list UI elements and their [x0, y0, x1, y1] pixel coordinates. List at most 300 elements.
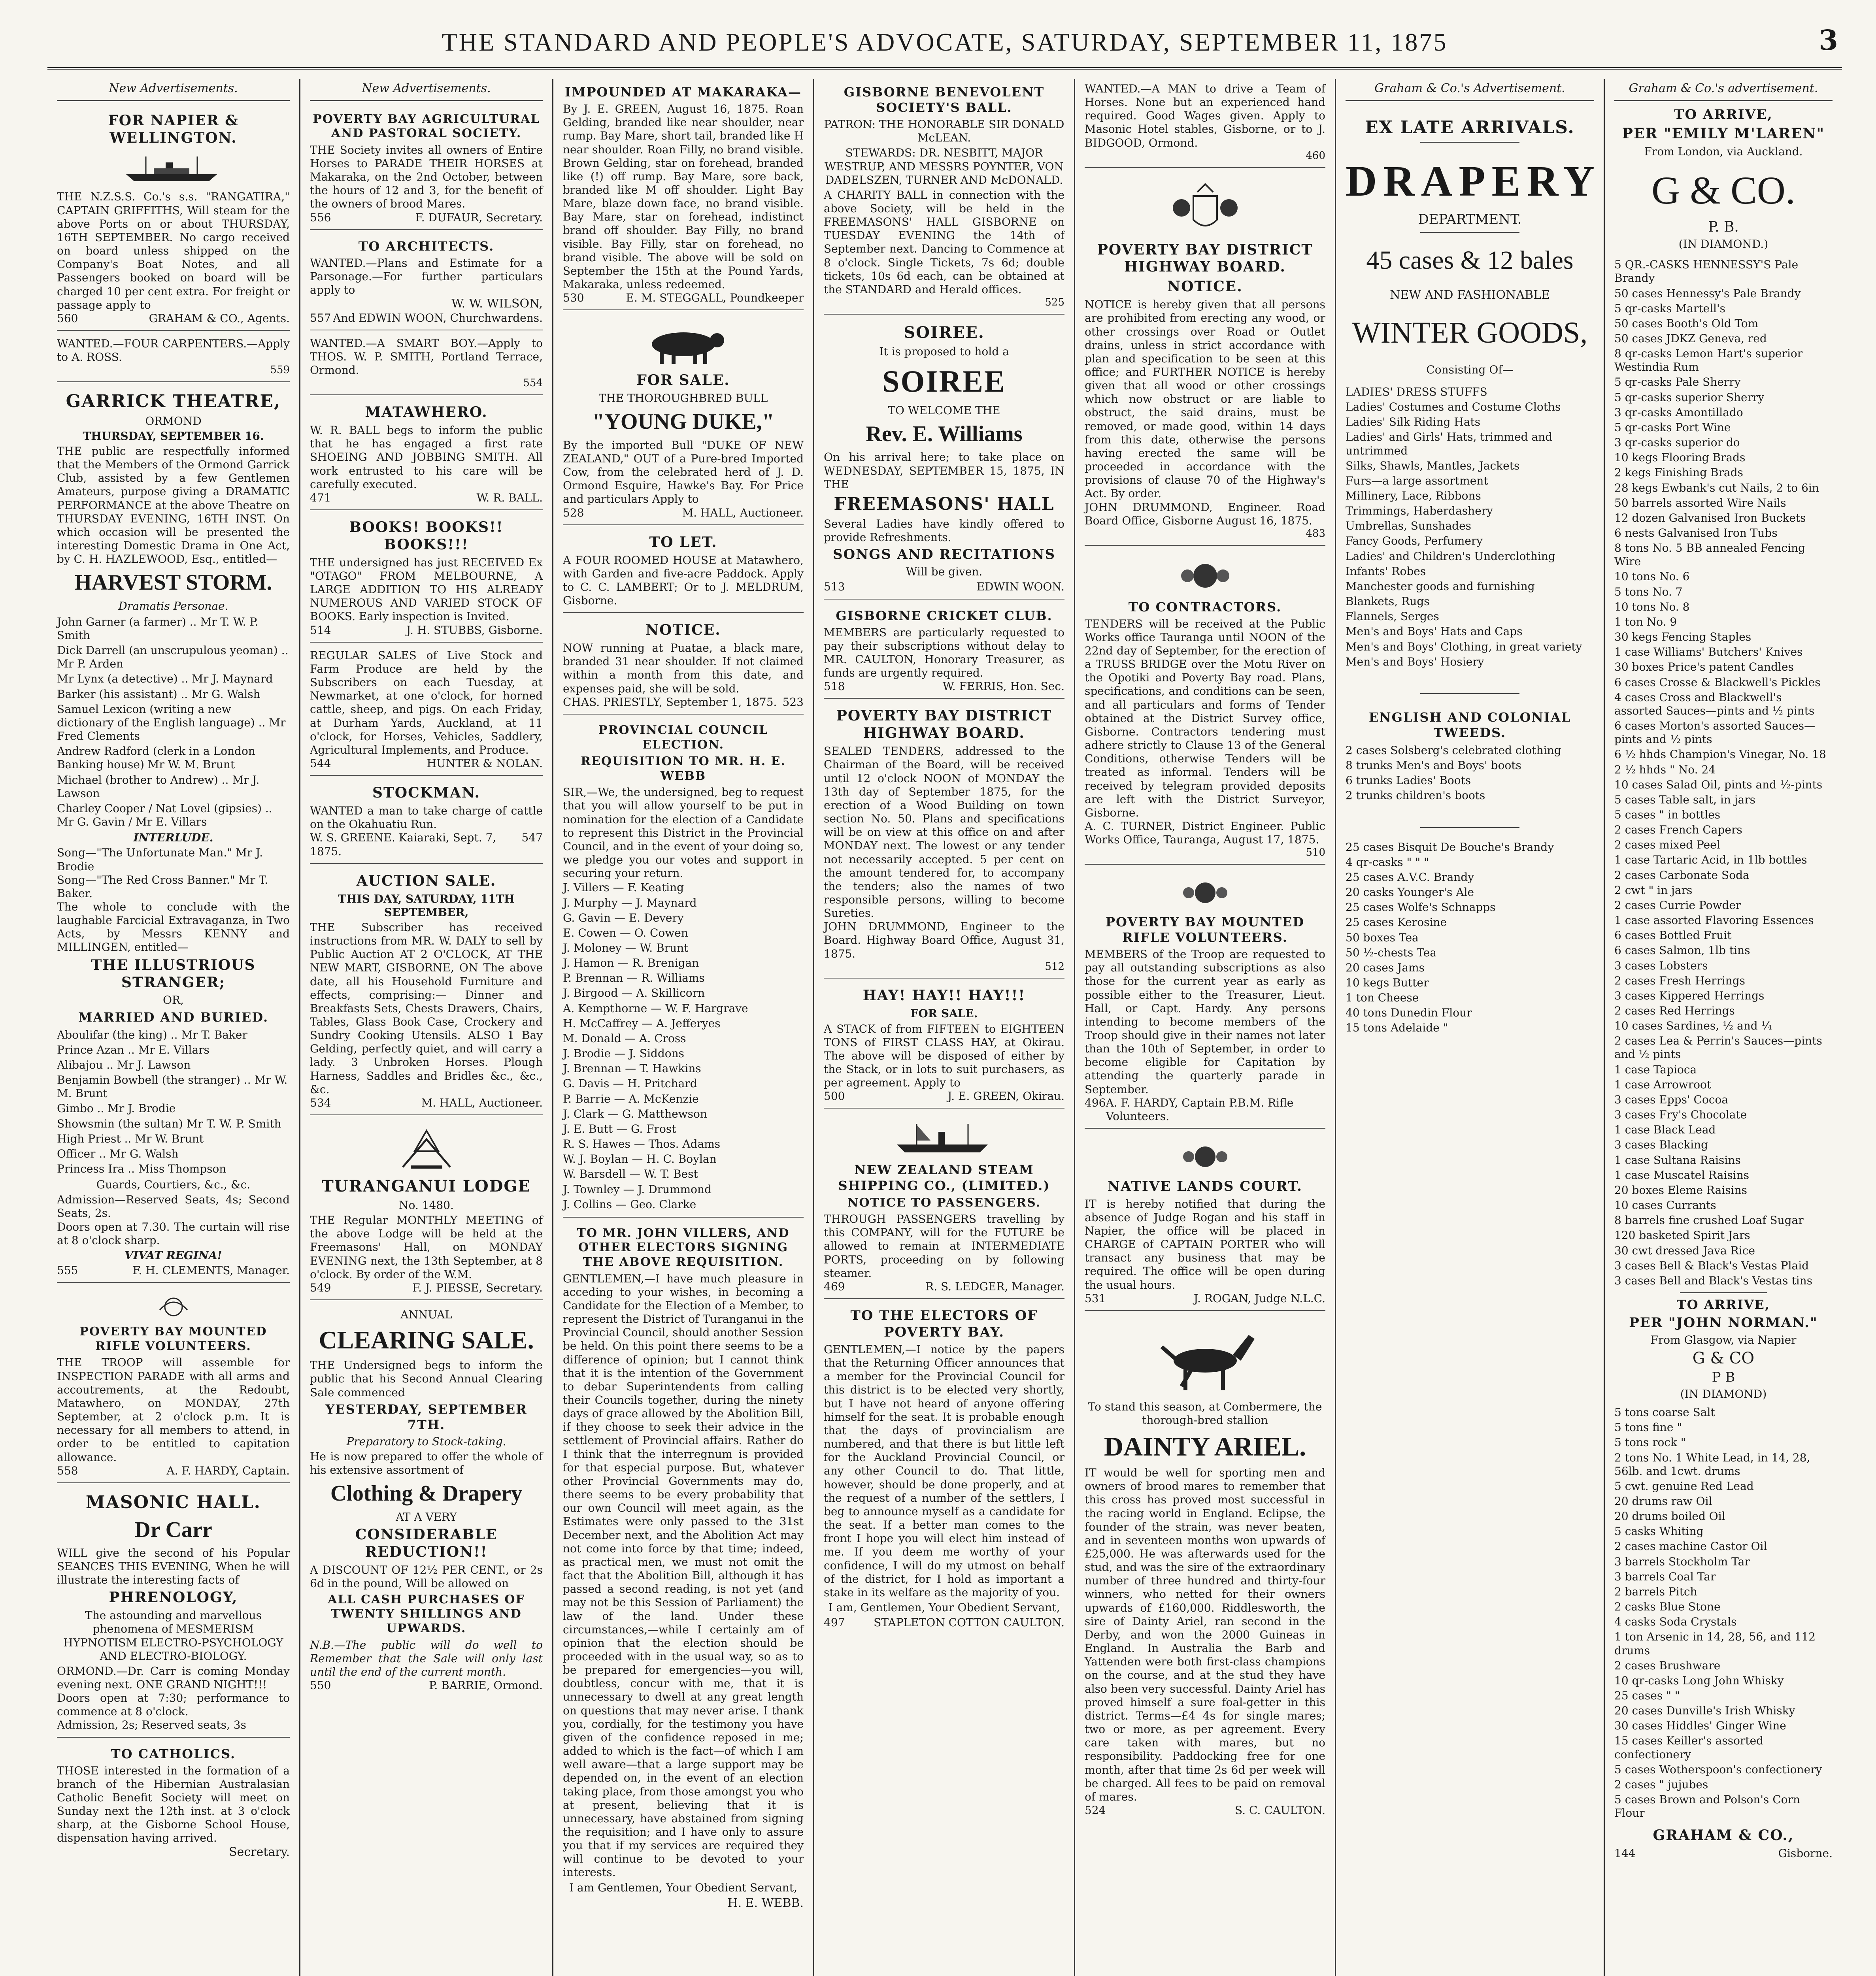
ad-number: 555	[57, 1264, 78, 1277]
department-text: DEPARTMENT.	[1418, 211, 1522, 228]
cases-bales-text: 45 cases & 12 bales	[1366, 245, 1574, 275]
bull-icon	[563, 321, 804, 368]
ad-heading: TO CATHOLICS.	[111, 1746, 236, 1761]
ad-turanganui-lodge	[310, 1118, 543, 1300]
ad-body: GENTLEMEN,—I notice by the papers that the Returning Officer announces that a member for the Provincial Council for this district is to be elected very shortly, but I have not heard of anyone offering himself for the seat. It is probable enough that the days of provincialism are numbered, and that there is but little left for the Auckland Provincial Council, or any other Council to do. That little, however, should be done properly, and at the request of a number of the settlers, I beg to announce myself as a candidate for the seat. If a better man comes to the front I hope you will elect him instead of me. If you deem me worthy of your confidence, I will do my utmost on behalf of the district, for I hold as important a stake in its welfare as the majority of you.	[824, 1343, 1064, 1599]
ad-highway-notice	[1085, 171, 1325, 546]
ad-clearing-sale	[310, 1303, 543, 1697]
goods-item: 10 cases Sardines, ½ and ¼	[1614, 1019, 1772, 1033]
signer-row: J. Birgood — A. Skillicorn	[563, 986, 705, 1000]
clothing-title: Clothing & Drapery	[330, 1481, 523, 1506]
grocery-item: 20 casks Younger's Ale	[1346, 886, 1474, 899]
goods-item: 5 tons coarse Salt	[1614, 1406, 1715, 1419]
ad-signature: A. F. HARDY, Captain P.B.M. Rifle Volunteers.	[1106, 1096, 1294, 1123]
ad-body: GENTLEMEN,—I have much pleasure in acceding to your wishes, in becoming a Candidate for the Election of a Member, to represent the District of Turanganui in the Provincial Council, should another Session be held. On this point there seems to be a difference of opinion; but I cannot think that it is the intention of the Government to debar Superintendents from calling their Councils together, during the ninety days of grace allowed by the Abolition Bill, if they choose to seek their advice in the settlement of Provincial affairs. Rather do I think that the interregnum is provided for that especial purpose. But, whatever other Provincial Governments may do, there seems to be every probability that our own Council will meet again, as the Estimates were only passed to the 31st December next, and the Abolition Act may not come into force by that time; indeed, as practical men, we must not omit the fact that the Abolition Bill, although it has passed a second reading, is not yet (and may not be this Session of Parliament) the law of the land. Under these circumstances,—while I certainly am of opinion that the election should be proceeded with in the usual way, so as to be prepared for emergencies—you will, doubtless, concur with me, that it is unnecessary to dwell at any great length on questions that may never arise. I thank you, cordially, for the testimony you have given of the confidence reposed in me; added to which is the fact—of which I am well aware—that a large support may be depended on, in the event of an election taking place, from those amongst you who at present, believing that it is unnecessary, have abstained from signing the requisition; and I have only to assure you that if my services are required they will continue to be devoted to your interests.	[563, 1272, 804, 1879]
ad-heading: POVERTY BAY MOUNTED RIFLE VOLUNTEERS.	[1105, 914, 1305, 945]
cast-item: Aboulifar (the king) .. Mr T. Baker	[57, 1028, 247, 1041]
ad-heading: HAY! HAY!! HAY!!!	[863, 987, 1026, 1004]
ad-number: 558	[57, 1464, 78, 1477]
ad-body: THE Subscriber has received instructions from MR. W. DALY to sell by Public Auction AT 2 O'CLOCK, AT THE NEW MART, GISBORNE, ON The above date, all his Household Furniture and effects, comprising:— Dinner and Breakfasts Sets, Chests Drawers, Chairs, Tables, Glass Book Case, Crockery and Sundry Cooking Utensils. ALSO 1 Bay Gelding, perfectly quiet, and will carry a lady. 3 Unbroken Horses. Plough Harness, Saddles and Bridles &c., &c., &c.	[310, 920, 543, 1096]
ad-number: 557	[310, 311, 331, 324]
masthead-title: THE STANDARD AND PEOPLE'S ADVOCATE, SATURDAY, SEPTEMBER 11, 1875	[442, 28, 1448, 56]
ad-close: I am, Gentlemen, Your Obedient Servant,	[828, 1601, 1060, 1614]
soiree-title: SOIREE	[882, 364, 1006, 398]
goods-item: 3 cases Bell and Black's Vestas tins	[1614, 1274, 1813, 1287]
ad-body: THOSE interested in the formation of a branch of the Hibernian Australasian Catholic Benefit Society will meet on Sunday next the 12th inst. at 3 o'clock sharp, at the Gisborne School House, dispensation having arrived.	[57, 1764, 290, 1845]
goods-item: 1 case assorted Flavoring Essences	[1614, 914, 1814, 927]
signer-row: J. Villers — F. Keating	[563, 881, 684, 894]
ad-close: I am Gentlemen, Your Obedient Servant,	[569, 1881, 797, 1894]
drapery-item: Men's and Boys' Clothing, in great variety	[1346, 640, 1582, 653]
ad-body: WILL give the second of his Popular SEANCES THIS EVENING, When he will illustrate the interesting facts of	[57, 1546, 290, 1587]
ad-heading: SOIREE.	[904, 323, 985, 342]
goods-item: 5 tons rock "	[1614, 1436, 1686, 1449]
goods-item: 2 cases mixed Peel	[1614, 838, 1720, 852]
cast-item: Dick Darrell (an unscrupulous yeoman) .. Mr P. Arden	[57, 644, 289, 671]
carr-doors: Doors open at 7:30; performance to commence at 8 o'clock.	[57, 1691, 290, 1718]
goods-item: 3 cases Kippered Herrings	[1614, 989, 1765, 1002]
goods-item: 5 cases Wotherspoon's confectionery	[1614, 1763, 1822, 1776]
goods-item: 15 cases Keiller's assorted confectionery	[1614, 1734, 1764, 1761]
arrivals-heading: EX LATE ARRIVALS.	[1365, 117, 1575, 138]
ad-body: THE undersigned has just RECEIVED Ex "OTAGO" FROM MELBOURNE, A LARGE ADDITION TO HIS ALREADY NUMEROUS AND VARIED STOCK OF BOOKS. Early inspection is Invited.	[310, 556, 543, 623]
ad-heading: STOCKMAN.	[372, 784, 480, 801]
drapery-title: DRAPERY	[1346, 157, 1601, 206]
ad-rifle-subscriptions	[1085, 868, 1325, 1129]
column-6	[1336, 79, 1605, 1976]
signer-row: J. Brodie — J. Siddons	[563, 1047, 685, 1060]
ad-heading: TURANGANUI LODGE	[321, 1177, 531, 1196]
goods-item: 1 case Arrowroot	[1614, 1078, 1712, 1091]
goods-item: 10 tons No. 8	[1614, 600, 1690, 613]
tweed-item: 6 trunks Ladies' Boots	[1346, 774, 1471, 787]
ad-heading: MATAWHERO.	[365, 404, 488, 421]
given-text: Will be given.	[906, 565, 983, 579]
ad-heading: NATIVE LANDS COURT.	[1108, 1178, 1302, 1195]
ad-number: 497	[824, 1616, 845, 1629]
ad-signature: W. W. WILSON,	[451, 297, 543, 311]
freemasons-text: FREEMASONS' HALL	[834, 494, 1055, 514]
ad-signature: HUNTER & NOLAN.	[427, 757, 543, 770]
crest-icon	[1085, 875, 1325, 911]
goods-item: 50 barrels assorted Wire Nails	[1614, 496, 1786, 509]
fashionable-text: NEW AND FASHIONABLE	[1390, 288, 1550, 302]
masonic-emblem-icon	[310, 1126, 543, 1173]
auction-day: THIS DAY, SATURDAY, 11TH SEPTEMBER,	[338, 892, 515, 919]
notice-heading: NOTICE.	[1167, 278, 1243, 295]
signers-list	[563, 880, 804, 1212]
goods-item: 10 cases Salad Oil, pints and ½-pints	[1614, 778, 1823, 791]
cast-item: Officer .. Mr G. Walsh	[57, 1147, 179, 1160]
tweed-item: 2 trunks children's boots	[1346, 789, 1485, 802]
winter-goods-title: WINTER GOODS,	[1352, 316, 1588, 350]
ad-body: THE Undersigned begs to inform the public that his Second Annual Clearing Sale commenced	[310, 1359, 543, 1399]
goods-item: 20 cases Dunville's Irish Whisky	[1614, 1704, 1795, 1718]
goods-item: 1 ton No. 9	[1614, 615, 1677, 628]
goods-item: 2 cases Carbonate Soda	[1614, 868, 1750, 882]
ad-signature: JOHN DRUMMOND, Engineer. Road Board Office, Gisborne August 16, 1875.	[1085, 500, 1325, 527]
ship-name: PER "JOHN NORMAN."	[1629, 1315, 1818, 1331]
goods-item: 3 barrels Coal Tar	[1614, 1570, 1716, 1583]
goods-item: 20 drums raw Oil	[1614, 1494, 1712, 1508]
ad-team-driver	[1085, 79, 1325, 168]
goods-item: 6 cases Crosse & Blackwell's Pickles	[1614, 675, 1821, 689]
ad-body: NOTICE is hereby given that all persons are prohibited from erecting any wood, or other crossings over Road or Outlet drains, unless in strict accordance with plan and specification to be seen at this office; and FURTHER NOTICE is hereby given that all wood or other crossings which now obstruct or are liable to obstruct, the said drains, must be removed, or made good, within 14 days from this date, otherwise the persons having erected the same will be proceeded in accordance with the provisions of clause 70 of the Highway's Act. By order.	[1085, 298, 1325, 500]
ad-number: 531	[1085, 1292, 1106, 1305]
ad-body: THE Society invites all owners of Entire Horses to PARADE THEIR HORSES at Makaraka, on the 2nd October, between the hours of 12 and 3, for the benefit of the owners of brood Mares.	[310, 143, 543, 211]
tweeds-heading: ENGLISH AND COLONIAL TWEEDS.	[1368, 709, 1571, 740]
signer-row: G. Davis — H. Pritchard	[563, 1077, 697, 1090]
arrive-heading: TO ARRIVE,	[1674, 106, 1773, 123]
goods-item: 25 cases " "	[1614, 1689, 1680, 1703]
ad-native-lands-court	[1085, 1132, 1325, 1311]
grocery-item: 15 tons Adelaide "	[1346, 1021, 1448, 1035]
prepared-text: He is now prepared to offer the whole of his extensive assortment of	[310, 1450, 543, 1477]
goods-item: 2 cases " jujubes	[1614, 1778, 1708, 1791]
ad-heading: PROVINCIAL COUNCIL ELECTION.	[598, 723, 768, 752]
ad-electors	[824, 1302, 1064, 1634]
consisting-text: Consisting Of—	[1426, 363, 1514, 376]
ad-heading: IMPOUNDED AT MAKARAKA—	[565, 85, 802, 100]
grocery-item: 50 boxes Tea	[1346, 931, 1419, 944]
ad-number: 550	[310, 1679, 331, 1692]
ad-number: 460	[1306, 149, 1325, 162]
ad-body: WANTED.—FOUR CARPENTERS.—Apply to A. ROSS.	[57, 337, 290, 364]
proposed-text: It is proposed to hold a	[879, 345, 1009, 358]
ad-catholics	[57, 1741, 290, 1865]
ad-body: THE public are respectfully informed that the Members of the Ormond Garrick Club, assisted by a few Gentlemen Amateurs, purpose giving a DRAMATIC PERFORMANCE at the above Theatre on THURSDAY EVENING, 16TH INST. On which occasion will be presented the interesting Domestic Drama in One Act, by C. H. HAZLEWOOD, Esq., entitled—	[57, 444, 290, 566]
divider	[1420, 232, 1520, 233]
ad-number: 514	[310, 623, 331, 637]
play-title: HARVEST STORM.	[74, 570, 272, 595]
diamond-text: (IN DIAMOND)	[1680, 1387, 1767, 1401]
ad-signature: H. E. WEBB.	[727, 1896, 804, 1910]
cast-list	[57, 615, 290, 830]
requisition-heading: REQUISITION TO MR. H. E. WEBB	[581, 754, 786, 783]
goods-item: 8 barrels fine crushed Loaf Sugar	[1614, 1214, 1804, 1227]
ad-benevolent-ball	[824, 79, 1064, 315]
ad-bull-for-sale	[563, 313, 804, 525]
ad-heading: NOTICE.	[645, 622, 721, 639]
goods-item: 5 cases Brown and Polson's Corn Flour	[1614, 1793, 1801, 1820]
ad-signature: GRAHAM & CO., Agents.	[149, 311, 290, 325]
cash-text: ALL CASH PURCHASES OF TWENTY SHILLINGS AND UPWARDS.	[328, 1592, 525, 1635]
ad-body: On his arrival here; to take place on WEDNESDAY, SEPTEMBER 15, 1875, IN THE	[824, 451, 1064, 491]
goods-item: 6 cases Morton's assorted Sauces—pints and ½ pints	[1614, 719, 1816, 746]
goods-item: 2 cwt " in jars	[1614, 883, 1693, 897]
ad-body: The whole to conclude with the laughable Farcicial Extravaganza, in Two Acts, by Messrs KENNY and MILLINGEN, entitled—	[57, 900, 290, 954]
column-heading: Graham & Co.'s advertisement.	[1614, 79, 1833, 101]
goods-item: 1 case Tapioca	[1614, 1063, 1697, 1076]
goods-item: 10 tons No. 6	[1614, 570, 1690, 583]
cast-item: Prince Azan .. Mr E. Villars	[57, 1043, 209, 1056]
ad-signature: CHAS. PRIESTLY, September 1, 1875.	[563, 695, 777, 709]
goods-item: 10 qr-casks Long John Whisky	[1614, 1674, 1784, 1687]
goods-item: 3 cases Fry's Chocolate	[1614, 1108, 1747, 1122]
column-4	[814, 79, 1075, 1976]
drapery-item: Blankets, Rugs	[1346, 595, 1430, 608]
ad-dainty-ariel	[1085, 1314, 1325, 1822]
goods-item: 5 qr-casks Pale Sherry	[1614, 375, 1741, 389]
ad-body: IT is hereby notified that during the absence of Judge Rogan and his staff in Napier, the office will be placed in CHARGE of CAPTAIN PORTER who will transact any business that may be required. The office will be open during the usual hours.	[1085, 1197, 1325, 1292]
goods-item: 50 cases Hennessy's Pale Brandy	[1614, 287, 1801, 300]
ad-body: MEMBERS are particularly requested to pay their subscriptions without delay to MR. CAULTON, Honorary Treasurer, as funds are urgently required.	[824, 626, 1064, 680]
goods-item: 3 cases Bell & Black's Vestas Plaid	[1614, 1259, 1809, 1272]
goods-item: 20 drums boiled Oil	[1614, 1510, 1725, 1523]
crest-icon	[1085, 1139, 1325, 1175]
goods-item: 2 kegs Finishing Brads	[1614, 466, 1743, 479]
ad-body: IT would be well for sporting men and owners of brood mares to remember that this cross has proved most successful in the racing world in England. Eclipse, the founder of the strain, was never beaten, and in seventeen months won upwards of £25,000. He was afterwards used for the stud, and was the sire of the extraordinary number of three hundred and thirty-four winners, who netted for their owners upwards of £160,000. Riddlesworth, the sire of Dainty Ariel, ran second in the Derby, and won the 2000 Guineas in England. In Australia the Barb and Yattenden were both first-class champions on the course, and at the stud they have also been very successful. Dainty Ariel has proved himself a sure foal-getter in this district. Terms—£4 4s for single mares; two or more, as per agreement. Every care taken with mares, but no responsibility. Paddocking free for one month, after that time 2s 6d per week will be charged. All fees to be paid on removal of mares.	[1085, 1466, 1325, 1803]
cast-item: Barker (his assistant) .. Mr G. Walsh	[57, 687, 260, 701]
goods-item: 120 basketed Spirit Jars	[1614, 1229, 1750, 1242]
ad-number: 469	[824, 1280, 845, 1293]
goods-item: 8 tons No. 5 BB annealed Fencing Wire	[1614, 541, 1806, 568]
mesmerism-text: The astounding and marvellous phenomena of MESMERISM HYPNOTISM ELECTRO-PSYCHOLOGY AND ELECTRO-BIOLOGY.	[63, 1609, 283, 1663]
ad-number: 496	[1085, 1096, 1106, 1109]
drapery-item: Men's and Boys' Hats and Caps	[1346, 625, 1523, 638]
ad-number: 524	[1085, 1803, 1106, 1817]
cast-item: Showsmin (the sultan) Mr T. W. P. Smith	[57, 1117, 281, 1130]
goods-item: 2 cases Fresh Herrings	[1614, 974, 1746, 987]
ad-signature: And EDWIN WOON, Churchwardens.	[333, 311, 543, 324]
signer-row: P. Barrie — A. McKenzie	[563, 1092, 699, 1105]
ad-signature: F. J. PIESSE, Secretary.	[412, 1281, 543, 1294]
goods-item: 5 qr-casks superior Sherry	[1614, 390, 1765, 404]
drapery-item: Fancy Goods, Perfumery	[1346, 534, 1483, 548]
ad-napier-wellington	[57, 107, 290, 331]
diamond-text: (IN DIAMOND.)	[1678, 238, 1768, 251]
ad-reply-villers	[563, 1221, 804, 1916]
brand-pb: P B	[1712, 1369, 1735, 1386]
signer-row: J. Clark — G. Matthewson	[563, 1107, 707, 1120]
drapery-item: Furs—a large assortment	[1346, 474, 1488, 487]
goods-item: 1 ton Arsenic in 14, 28, 56, and 112 drums	[1614, 1630, 1816, 1657]
ad-signature: J. H. STUBBS, Gisborne.	[406, 623, 543, 637]
ad-heading: GISBORNE CRICKET CLUB.	[836, 608, 1053, 623]
signer-row: H. McCaffrey — A. Jefferyes	[563, 1016, 721, 1030]
ad-body: THE N.Z.S.S. Co.'s s.s. "RANGATIRA," CAPTAIN GRIFFITHS, Will steam for the above Ports on or about THURSDAY, 16TH SEPTEMBER. No cargo received on board unless shipped on the Company's Boat Notes, and all Passengers booked on board will be charged 10 per cent extra. For freight or passage apply to	[57, 190, 290, 311]
ad-garrick-theatre	[57, 385, 290, 1283]
drapery-item: Men's and Boys' Hosiery	[1346, 655, 1484, 668]
grocery-item: 40 tons Dunedin Flour	[1346, 1006, 1472, 1020]
ad-number: 523	[782, 695, 804, 709]
ad-heading: TO LET.	[649, 534, 717, 551]
ad-heading: POVERTY BAY MOUNTED RIFLE VOLUNTEERS.	[79, 1325, 267, 1353]
drapery-item: Silks, Shawls, Mantles, Jackets	[1346, 459, 1520, 472]
grocery-item: 50 ½-chests Tea	[1346, 946, 1437, 959]
ad-auction-sale	[310, 867, 543, 1115]
horse-icon	[1085, 1321, 1325, 1396]
columns	[47, 79, 1842, 1976]
ad-number: 544	[310, 757, 331, 770]
ad-heading: TO MR. JOHN VILLERS, AND OTHER ELECTORS SIGNING THE ABOVE REQUISITION.	[577, 1226, 790, 1269]
cast-item: Andrew Radford (clerk in a London Banking house) Mr W. M. Brunt	[57, 745, 255, 771]
ad-smart-boy	[310, 334, 543, 395]
ad-body: TENDERS will be received at the Public Works office Tauranga until NOON of the 22nd day of September, for the erection of a TRUSS BRIDGE over the Motu River on the Opotiki and Poverty Bay road. Plans, specifications, and conditions can be seen, and all particulars and forms of Tender obtained at the District Survey office, Gisborne. Contractors tendering must adhere strictly to Clause 13 of the General Conditions, otherwise Tenders will be treated as informal. Tenders will be received by telegram provided deposits are left with the District Surveyor, Gisborne.	[1085, 617, 1325, 819]
williams-title: Rev. E. Williams	[866, 422, 1023, 447]
drapery-item: Ladies' and Children's Underclothing	[1346, 549, 1555, 563]
ad-signature: A. F. HARDY, Captain.	[166, 1464, 290, 1477]
signer-row: J. Brennan — T. Hawkins	[563, 1062, 701, 1075]
crest-icon	[57, 1293, 290, 1321]
goods-item: 5 casks Whiting	[1614, 1525, 1704, 1538]
goods-item: 28 kegs Ewbank's cut Nails, 2 to 6in	[1614, 481, 1819, 494]
ad-signature: S. C. CAULTON.	[1234, 1803, 1325, 1817]
song-item: Song—"The Unfortunate Man." Mr J. Brodie	[57, 846, 263, 873]
ad-subheading: ORMOND	[145, 414, 202, 428]
ad-signature: JOHN DRUMMOND, Engineer to the Board. Highway Board Office, August 31, 1875.	[824, 920, 1064, 960]
hay-sale: FOR SALE.	[910, 1007, 978, 1020]
ad-number: 547	[521, 831, 543, 845]
ad-stockman	[310, 779, 543, 864]
goods-item: 3 qr-casks Amontillado	[1614, 405, 1743, 419]
ad-highway-board-tenders	[824, 702, 1064, 979]
drapery-item: Umbrellas, Sunshades	[1346, 519, 1472, 533]
drapery-item: Ladies' Silk Riding Hats	[1346, 415, 1481, 429]
stewards-text: STEWARDS: DR. NESBITT, MAJOR WESTRUP, AND MESSRS POYNTER, VON DADELSZEN, TURNER AND McDONALD.	[825, 146, 1064, 187]
ad-signature: J. E. GREEN, Okirau.	[947, 1090, 1064, 1103]
drapery-item: Ladies' Costumes and Costume Cloths	[1346, 400, 1561, 414]
grocery-item: 20 cases Jams	[1346, 961, 1425, 974]
signer-row: E. Cowen — O. Cowen	[563, 926, 688, 939]
goods-item: 5 cases " in bottles	[1614, 808, 1721, 821]
goods-item: 30 cwt dressed Java Rice	[1614, 1244, 1755, 1257]
passengers-heading: NOTICE TO PASSENGERS.	[847, 1195, 1041, 1210]
ad-heading: AUCTION SALE.	[356, 872, 496, 889]
signer-row: J. Moloney — W. Brunt	[563, 941, 689, 954]
ad-number: 510	[1306, 847, 1325, 859]
goods-item: 2 barrels Pitch	[1614, 1585, 1697, 1598]
grocery-item: 1 ton Cheese	[1346, 991, 1419, 1005]
ad-signature: M. HALL, Auctioneer.	[682, 506, 804, 519]
goods-list-1	[1614, 257, 1833, 1288]
signer-row: P. Brennan — R. Williams	[563, 971, 705, 985]
ad-hay	[824, 982, 1064, 1109]
ad-signature: A. C. TURNER, District Engineer. Public Works Office, Tauranga, August 17, 1875.	[1085, 819, 1325, 847]
ariel-title: DAINTY ARIEL.	[1104, 1431, 1306, 1462]
phrenology-heading: PHRENOLOGY,	[109, 1589, 238, 1606]
signer-row: J. Murphy — J. Maynard	[563, 896, 697, 909]
arrive-heading: TO ARRIVE,	[1676, 1297, 1770, 1312]
steamship-icon	[824, 1119, 1064, 1158]
clearing-title: CLEARING SALE.	[319, 1326, 534, 1354]
ad-contractors	[1085, 549, 1325, 865]
ad-heading: FOR SALE.	[636, 372, 730, 389]
goods-item: 2 cases Currie Powder	[1614, 898, 1741, 912]
steamship-icon	[57, 151, 290, 186]
dr-carr-title: Dr Carr	[134, 1517, 212, 1542]
coat-of-arms-icon	[1085, 178, 1325, 238]
column-heading: New Advertisements.	[57, 79, 290, 101]
goods-item: 5 qr-casks Port Wine	[1614, 420, 1731, 434]
goods-item: 6 cases Salmon, 1lb tins	[1614, 944, 1750, 957]
drapery-item: LADIES' DRESS STUFFS	[1346, 385, 1487, 398]
ad-heading: BOOKS! BOOKS!! BOOKS!!!	[349, 519, 504, 553]
ad-number: 554	[523, 377, 543, 389]
ad-heading: TO CONTRACTORS.	[1128, 599, 1282, 615]
ad-architects	[310, 233, 543, 330]
ad-heading: TO ARCHITECTS.	[358, 238, 494, 254]
goods-list-2	[1614, 1405, 1833, 1821]
column-3	[553, 79, 814, 1976]
drapery-item: Flannels, Serges	[1346, 610, 1439, 623]
cast-item: Benjamin Bowbell (the stranger) .. Mr W. M. Brunt	[57, 1073, 288, 1100]
ad-number: 534	[310, 1096, 331, 1109]
signer-row: W. J. Boylan — H. C. Boylan	[563, 1152, 717, 1166]
signer-row: M. Donald — A. Cross	[563, 1031, 686, 1045]
ad-body: By J. E. GREEN, August 16, 1875. Roan Gelding, branded like near shoulder, near rump. Bay Mare, short tail, branded like H near shoulder. Roan Filly, no brand visible. Brown Gelding, star on forehead, branded like (!) off rump. Bay Mare, sore back, branded like M off shoulder. Light Bay Mare, blaze down face, no brand visible. Bay Mare, star on forehead, indistinct brand off shoulder. Bay Filly, no brand visible. Bay Filly, star on forehead, no brand visible. The above will be sold on September the 15th at the Pound Yards, Makaraka, unless redeemed.	[563, 102, 804, 291]
signer-row: G. Gavin — E. Devery	[563, 911, 684, 924]
goods-item: 3 barrels Stockholm Tar	[1614, 1555, 1750, 1568]
ad-to-let	[563, 528, 804, 613]
goods-item: 50 cases Booth's Old Tom	[1614, 317, 1759, 330]
divider	[1680, 1292, 1767, 1293]
goods-item: 4 cases Cross and Blackwell's assorted Sauces—pints and ½ pints	[1614, 690, 1815, 717]
carr-admission: Admission, 2s; Reserved seats, 3s	[57, 1718, 246, 1732]
divider	[1420, 827, 1520, 828]
tweed-item: 8 trunks Men's and Boys' boots	[1346, 759, 1521, 772]
ad-body: WANTED.—A MAN to drive a Team of Horses. None but an experienced hand required. Good Wages given. Apply to Masonic Hotel stables, Gisborne, or to J. BIDGOOD, Ormond.	[1085, 82, 1325, 149]
ad-heading: FOR NAPIER & WELLINGTON.	[108, 112, 239, 146]
goods-item: 12 dozen Galvanised Iron Buckets	[1614, 511, 1806, 524]
ad-heading: NEW ZEALAND STEAM SHIPPING CO., (LIMITED.)	[838, 1162, 1050, 1193]
grocery-item: 25 cases Bisquit De Bouche's Brandy	[1346, 840, 1554, 854]
goods-item: 20 boxes Eleme Raisins	[1614, 1183, 1748, 1197]
goods-item: 6 nests Galvanised Iron Tubs	[1614, 526, 1778, 539]
signer-row: A. Kempthorne — W. F. Hargrave	[563, 1001, 748, 1015]
ad-regular-sales	[310, 646, 543, 776]
ad-heading: MASONIC HALL.	[86, 1492, 261, 1512]
ad-body: MEMBERS of the Troop are requested to pay all outstanding subscriptions as also those for the current year as early as possible either to the Treasurer, Lieut. Hall, or Capt. Hardy. Any persons intending to become members of the Troop should give in their names not later than the 10th of September, in order to become eligible for Capitation by attending the quarterly parade in September.	[1085, 948, 1325, 1096]
ad-cricket-club	[824, 603, 1064, 699]
goods-item: 2 cases Brushware	[1614, 1659, 1721, 1672]
goods-item: 5 tons No. 7	[1614, 585, 1683, 598]
goods-item: 30 boxes Price's patent Candles	[1614, 660, 1794, 674]
drapery-item: Trimmings, Haberdashery	[1346, 504, 1493, 518]
yesterday-text: YESTERDAY, SEPTEMBER 7TH.	[325, 1401, 527, 1432]
ad-provincial-election	[563, 718, 804, 1218]
songs-text: SONGS AND RECITATIONS	[832, 546, 1055, 562]
patron-text: PATRON: THE HONORABLE SIR DONALD McLEAN.	[824, 118, 1064, 145]
drapery-item: Infants' Robes	[1346, 564, 1426, 578]
divider	[1420, 142, 1520, 143]
brand-pb: P. B.	[1708, 219, 1739, 236]
ad-impounded	[563, 79, 804, 310]
ad-body: SEALED TENDERS, addressed to the Chairman of the Board, will be received until 12 o'clock NOON of MONDAY the 13th day of September 1875, for the erection of a Wood Building on town section No. 50. Plans and specifications will be on view at this office on and after MONDAY next. The lowest or any tender not necessarily accepted. 5 per cent on the amount tendered for, to accompany the tenders; also the names of two responsible persons, willing to become Sureties.	[824, 745, 1064, 920]
ad-body: A FOUR ROOMED HOUSE at Matawhero, with Garden and five-acre Paddock. Apply to C. C. LAMBERT; Or to J. MELDRUM, Gisborne.	[563, 553, 804, 607]
reduction-text: CONSIDERABLE REDUCTION!!	[355, 1526, 498, 1560]
vivat-text: VIVAT REGINA!	[125, 1248, 222, 1262]
ad-number: 525	[1045, 296, 1064, 309]
ad-signature: EDWIN WOON.	[976, 580, 1064, 594]
cast-item: John Garner (a farmer) .. Mr T. W. P. Smith	[57, 615, 259, 642]
goods-item: 5 tons fine "	[1614, 1421, 1682, 1434]
grocery-item: 25 cases Wolfe's Schnapps	[1346, 901, 1496, 914]
signer-row: J. E. Butt — G. Frost	[563, 1122, 676, 1135]
ad-number: 483	[1306, 527, 1325, 539]
drapery-item: Ladies' and Girls' Hats, trimmed and untrimmed	[1346, 430, 1553, 457]
goods-item: 2 tons No. 1 White Lead, in 14, 28, 56lb. and 1cwt. drums	[1614, 1451, 1810, 1478]
drapery-item: Millinery, Lace, Ribbons	[1346, 489, 1481, 502]
stocktaking-text: Preparatory to Stock-taking.	[346, 1435, 506, 1448]
ad-number: 528	[563, 506, 584, 519]
ad-soiree	[824, 318, 1064, 600]
goods-item: 50 cases JDKZ Geneva, red	[1614, 332, 1767, 345]
ad-number: 512	[1045, 960, 1064, 973]
atavery-text: AT A VERY	[396, 1510, 457, 1523]
ad-notice-mare	[563, 616, 804, 715]
ad-number: 513	[824, 580, 845, 594]
